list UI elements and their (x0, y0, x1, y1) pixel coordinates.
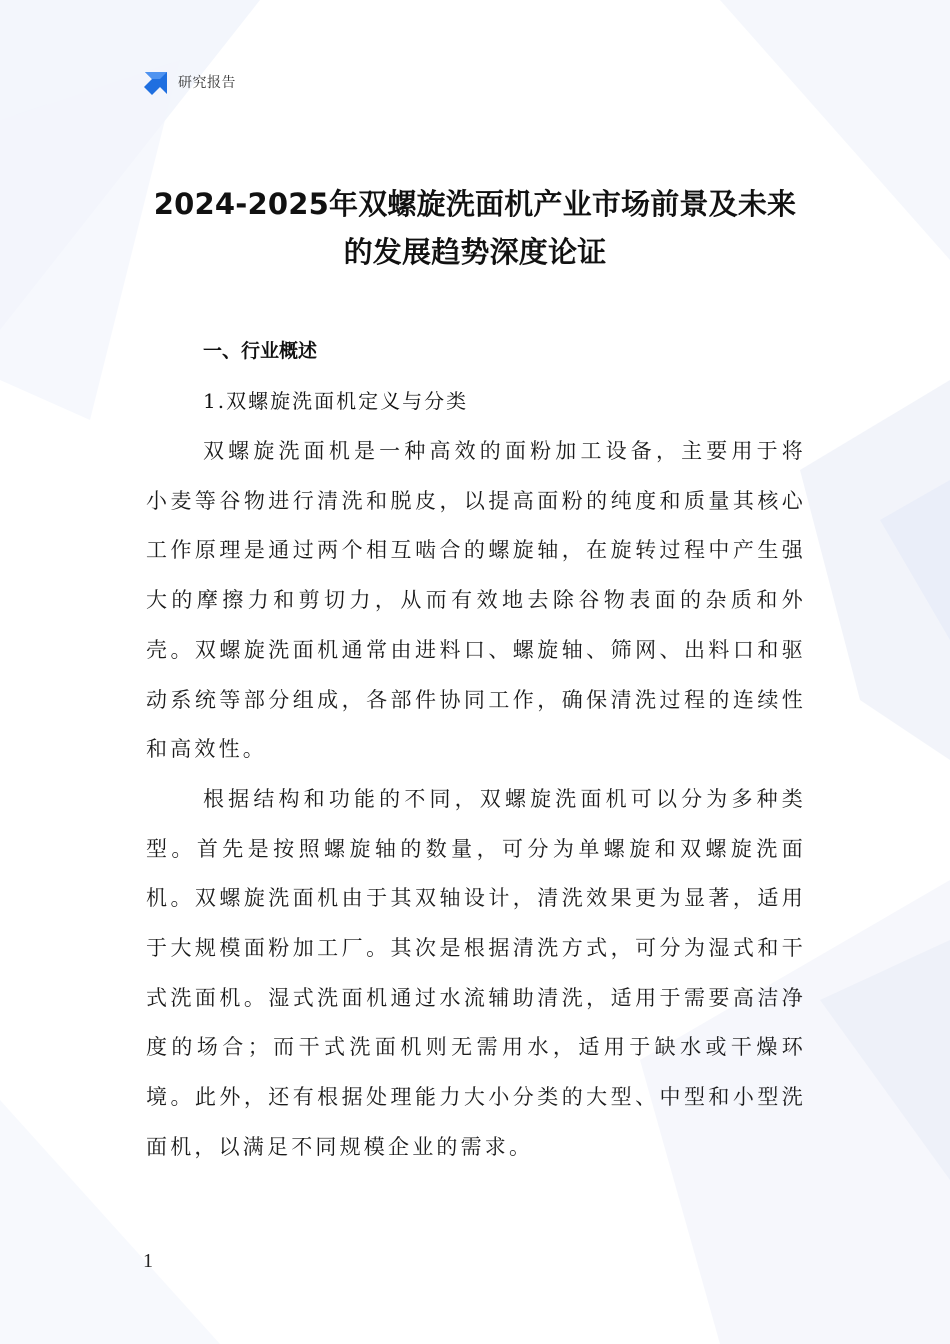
body-text (146, 427, 806, 1173)
title-line-1: 2024-2025年双螺旋洗面机产业市场前景及未来 (153, 187, 797, 221)
page-title (120, 180, 830, 276)
paragraph-1: 双螺旋洗面机是一种高效的面粉加工设备，主要用于将小麦等谷物进行清洗和脱皮，以提高面粉的纯度和质量其核心工作原理是通过两个相互啮合的螺旋轴，在旋转过程中产生强大的摩擦力和剪切力，从而有效地去除谷物表面的杂质和外壳。双螺旋洗面机通常由进料口、螺旋轴、筛网、出料口和驱动系统等部分组成，各部件协同工作，确保清洗过程的连续性和高效性。 (146, 439, 806, 762)
section-heading: 一、行业概述 (203, 340, 318, 362)
arrow-up-right-icon (143, 69, 169, 95)
page-number: 1 (143, 1250, 153, 1272)
paragraph-2: 根据结构和功能的不同，双螺旋洗面机可以分为多种类型。首先是按照螺旋轴的数量，可分为单螺旋和双螺旋洗面机。双螺旋洗面机由于其双轴设计，清洗效果更为显著，适用于大规模面粉加工厂。其次是根据清洗方式，可分为湿式和干式洗面机。湿式洗面机通过水流辅助清洗，适用于需要高洁净度的场合；而干式洗面机则无需用水，适用于缺水或干燥环境。此外，还有根据处理能力大小分类的大型、中型和小型洗面机，以满足不同规模企业的需求。 (146, 786, 806, 1159)
title-line-2: 的发展趋势深度论证 (343, 235, 607, 269)
report-header (143, 68, 236, 96)
sub-heading: 1.双螺旋洗面机定义与分类 (203, 389, 469, 413)
header-label: 研究报告 (178, 75, 236, 91)
